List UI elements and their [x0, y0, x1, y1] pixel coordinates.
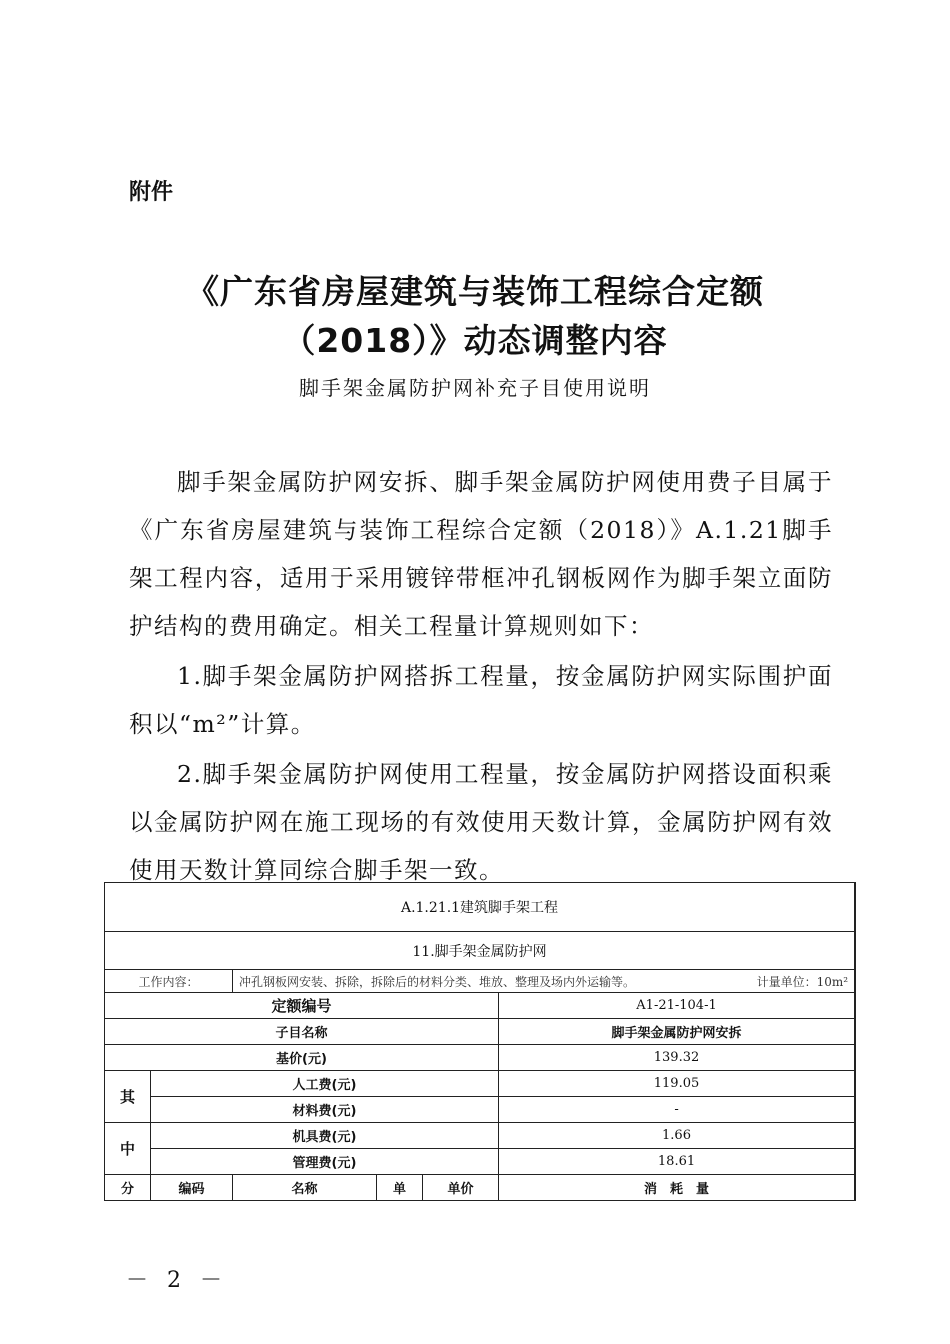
document-subtitle: 脚手架金属防护网补充子目使用说明	[299, 376, 651, 400]
management-cost-value: 18.61	[499, 1149, 855, 1175]
table-subsection-row	[105, 932, 856, 970]
paragraph-intro: 脚手架金属防护网安拆、脚手架金属防护网使用费子目属于《广东省房屋建筑与装饰工程综合定额（2018）》A.1.21脚手架工程内容，适用于采用镀锌带框冲孔钢板网作为脚手架立面防护结构的费用确定。相关工程量计算规则如下：	[129, 468, 833, 640]
work-content-row	[105, 970, 856, 993]
work-content-label: 工作内容：	[105, 970, 233, 993]
item-name-label: 子目名称	[105, 1019, 499, 1045]
paragraph-rule-2: 2.脚手架金属防护网使用工程量，按金属防护网搭设面积乘以金属防护网在施工现场的有效使用天数计算，金属防护网有效使用天数计算同综合脚手架一致。	[129, 760, 833, 884]
col-consumption: 消 耗 量	[499, 1175, 855, 1201]
management-cost-label: 管理费(元)	[151, 1149, 499, 1175]
document-title-line-2: （2018）》动态调整内容	[282, 321, 668, 360]
col-code: 编码	[151, 1175, 233, 1201]
machine-cost-label: 机具费(元)	[151, 1123, 499, 1149]
unit-of-measure: 计量单位：10m²	[756, 974, 849, 989]
col-unit-price: 单价	[423, 1175, 499, 1201]
item-name-row	[105, 1019, 856, 1045]
labor-cost-row	[105, 1071, 856, 1097]
item-name-value: 脚手架金属防护网安拆	[499, 1019, 855, 1045]
labor-cost-label: 人工费(元)	[151, 1071, 499, 1097]
work-content-text: 冲孔钢板网安装、拆除，拆除后的材料分类、堆放、整理及场内外运输等。	[239, 974, 636, 989]
quota-number-label: 定额编号	[105, 993, 499, 1019]
material-cost-value: -	[499, 1097, 855, 1123]
attachment-label: 附件	[129, 180, 174, 205]
subsection-title: 11.脚手架金属防护网	[105, 932, 855, 970]
of-which-label-2: 中	[105, 1123, 151, 1175]
of-which-label-1: 其	[105, 1071, 151, 1123]
labor-cost-value: 119.05	[499, 1071, 855, 1097]
column-header-row	[105, 1175, 856, 1201]
material-cost-label: 材料费(元)	[151, 1097, 499, 1123]
base-price-row	[105, 1045, 856, 1071]
machine-cost-row	[105, 1123, 856, 1149]
quota-table	[104, 882, 856, 1201]
paragraph-rule-1: 1.脚手架金属防护网搭拆工程量，按金属防护网实际围护面积以“m²”计算。	[129, 662, 833, 738]
quota-number-value: A1-21-104-1	[499, 993, 855, 1019]
machine-cost-value: 1.66	[499, 1123, 855, 1149]
col-category: 分	[105, 1175, 151, 1201]
page-number: － 2 －	[126, 1268, 228, 1293]
section-title: A.1.21.1建筑脚手架工程	[105, 883, 855, 932]
table-section-row	[105, 883, 856, 932]
base-price-value: 139.32	[499, 1045, 855, 1071]
col-name: 名称	[233, 1175, 377, 1201]
base-price-label: 基价(元)	[105, 1045, 499, 1071]
quota-number-row	[105, 993, 856, 1019]
col-unit: 单	[377, 1175, 423, 1201]
material-cost-row	[105, 1097, 856, 1123]
document-title-line-1: 《广东省房屋建筑与装饰工程综合定额	[186, 272, 764, 311]
management-cost-row	[105, 1149, 856, 1175]
